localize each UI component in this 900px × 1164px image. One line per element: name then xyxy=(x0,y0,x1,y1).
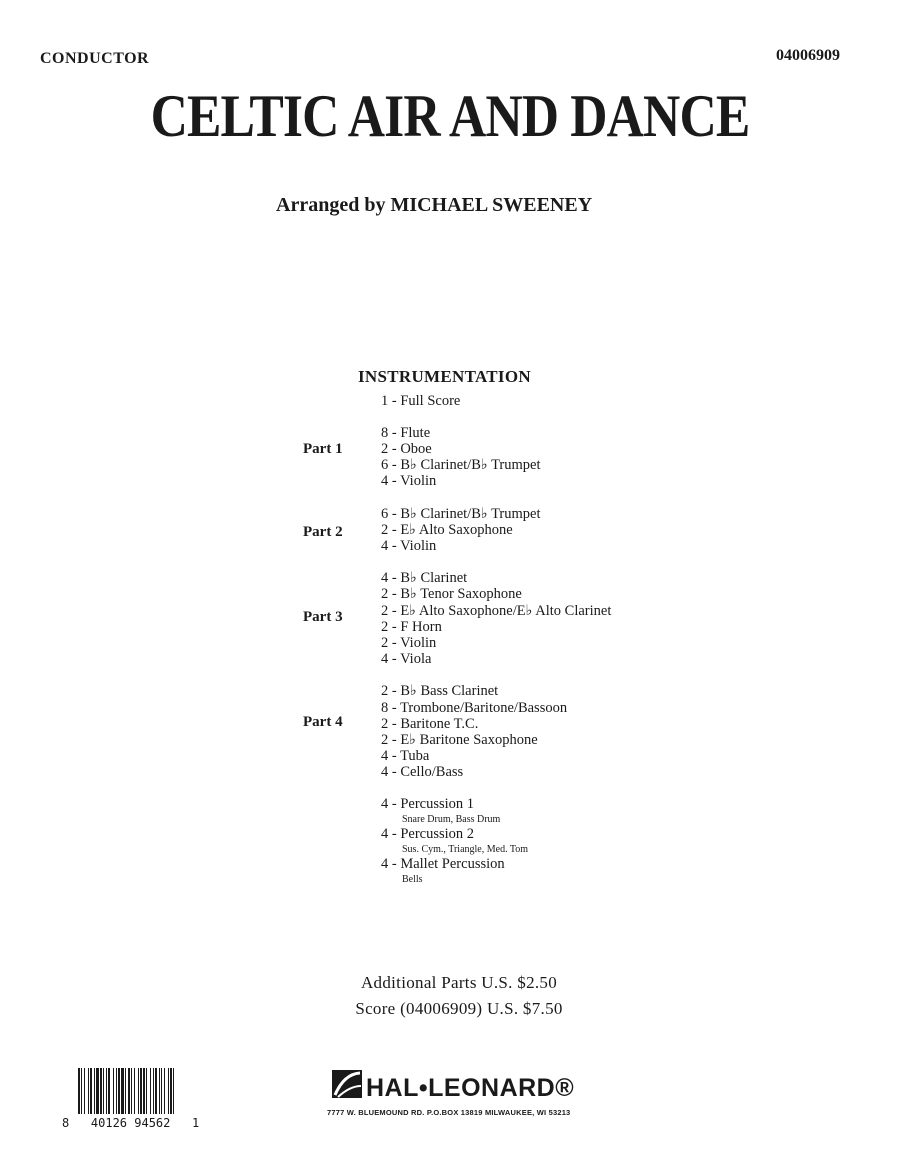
part-label: Part 1 xyxy=(303,441,343,457)
percussion-detail: Sus. Cym., Triangle, Med. Tom xyxy=(402,844,529,855)
instrument-item: 4 - Cello/Bass xyxy=(381,764,464,780)
barcode-bar xyxy=(116,1068,117,1114)
instrument-item: 4 - Viola xyxy=(381,651,432,667)
percussion-detail: Snare Drum, Bass Drum xyxy=(402,814,501,825)
barcode-bar xyxy=(125,1068,126,1114)
instrument-item: 4 - Violin xyxy=(381,473,437,489)
barcode-bar xyxy=(94,1068,95,1114)
barcode-bar xyxy=(106,1068,107,1114)
barcode-bar xyxy=(173,1068,174,1114)
barcode-bar xyxy=(131,1068,132,1114)
barcode-bar xyxy=(90,1068,92,1114)
barcode-bar xyxy=(84,1068,85,1114)
barcode-bar xyxy=(146,1068,147,1114)
barcode-bar xyxy=(96,1068,99,1114)
barcode-bar xyxy=(134,1068,135,1114)
barcode-bar xyxy=(159,1068,160,1114)
instrument-item: 2 - Baritone T.C. xyxy=(381,716,479,732)
instrument-item: 4 - B♭ Clarinet xyxy=(381,570,468,586)
part-label: Part 3 xyxy=(303,609,343,625)
barcode-bar xyxy=(100,1068,102,1114)
page-title: CELTIC AIR AND DANCE xyxy=(150,83,750,149)
barcode-bar xyxy=(168,1068,169,1114)
barcode-bar xyxy=(143,1068,145,1114)
barcode-digits: 8 40126 94562 1 xyxy=(62,1116,200,1130)
instrumentation-heading: INSTRUMENTATION xyxy=(358,367,531,386)
instrument-item: 2 - E♭ Alto Saxophone xyxy=(381,522,513,538)
barcode-bar xyxy=(140,1068,142,1114)
barcode-bar xyxy=(150,1068,151,1114)
instrument-item: 2 - B♭ Bass Clarinet xyxy=(381,683,499,699)
publisher-address: 7777 W. BLUEMOUND RD. P.O.BOX 13819 MILWAUKEE, WI 53213 xyxy=(327,1108,571,1117)
instrument-item: 4 - Tuba xyxy=(381,748,430,764)
full-score-item: 1 - Full Score xyxy=(381,393,461,409)
barcode-bar xyxy=(153,1068,154,1114)
additional-parts-price: Additional Parts U.S. $2.50 xyxy=(360,973,558,992)
barcode-bar xyxy=(78,1068,80,1114)
instrument-item: 2 - Oboe xyxy=(381,441,432,457)
instrument-item: 4 - Violin xyxy=(381,538,437,554)
catalog-number: 04006909 xyxy=(776,47,840,64)
instrument-item: 2 - F Horn xyxy=(381,619,442,635)
instrument-item: 2 - E♭ Baritone Saxophone xyxy=(381,732,538,748)
barcode-bar xyxy=(164,1068,165,1114)
instrument-item: 8 - Flute xyxy=(381,425,431,441)
barcode-bar xyxy=(118,1068,120,1114)
percussion-item: 4 - Percussion 1 xyxy=(381,796,475,812)
instrument-item: 6 - B♭ Clarinet/B♭ Trumpet xyxy=(381,457,541,473)
barcode-bar xyxy=(161,1068,162,1114)
instrument-item: 2 - Violin xyxy=(381,635,437,651)
arranger-credit: Arranged by MICHAEL SWEENEY xyxy=(276,194,593,216)
publisher-name: HAL•LEONARD® xyxy=(366,1074,575,1102)
percussion-item: 4 - Percussion 2 xyxy=(381,826,475,842)
instrument-item: 2 - E♭ Alto Saxophone/E♭ Alto Clarinet xyxy=(381,603,612,619)
barcode-bar xyxy=(170,1068,172,1114)
instrument-item: 6 - B♭ Clarinet/B♭ Trumpet xyxy=(381,506,541,522)
score-price: Score (04006909) U.S. $7.50 xyxy=(355,999,563,1018)
part-label: Part 4 xyxy=(303,714,343,730)
barcode-bar xyxy=(113,1068,114,1114)
percussion-detail: Bells xyxy=(402,874,423,885)
percussion-item: 4 - Mallet Percussion xyxy=(381,856,505,872)
barcode-bar xyxy=(121,1068,124,1114)
barcode-bar xyxy=(128,1068,130,1114)
barcode-bar xyxy=(88,1068,89,1114)
barcode-bar xyxy=(108,1068,110,1114)
barcode-bar xyxy=(81,1068,82,1114)
instrument-item: 2 - B♭ Tenor Saxophone xyxy=(381,586,522,602)
barcode-bar xyxy=(103,1068,104,1114)
publisher-logo xyxy=(330,1064,590,1108)
part-label: Part 2 xyxy=(303,524,343,540)
barcode-bar xyxy=(138,1068,139,1114)
edition-label: CONDUCTOR xyxy=(40,50,150,67)
barcode-bar xyxy=(155,1068,157,1114)
instrument-item: 8 - Trombone/Baritone/Bassoon xyxy=(381,700,568,716)
